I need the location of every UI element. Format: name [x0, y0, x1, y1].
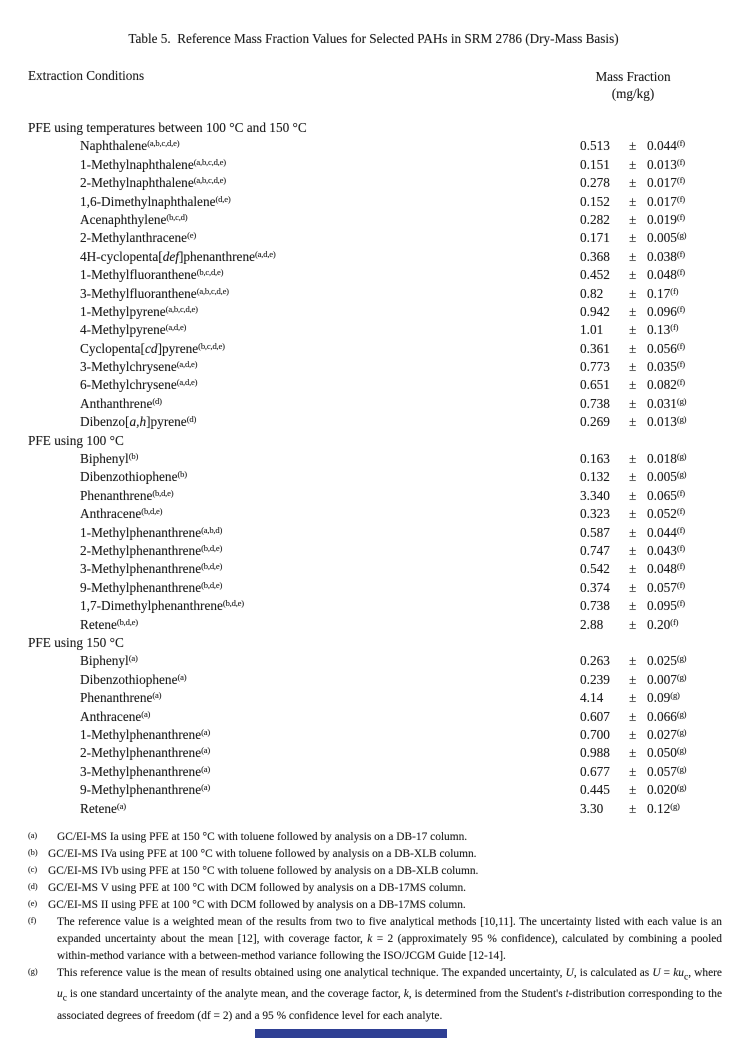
footnote-text: GC/EI-MS II using PFE at 100 °C with DCM followed by analysis on a DB-17MS column. — [48, 899, 466, 911]
footnote — [28, 880, 722, 897]
uncertainty-footnote-superscript: (f) — [676, 359, 685, 370]
plus-minus-sign: ± — [629, 285, 637, 301]
method-superscript: (b,d,e) — [116, 616, 138, 627]
mass-fraction-value: 0.677 — [580, 763, 610, 779]
mass-fraction-value: 0.151 — [580, 156, 610, 172]
table-row — [28, 800, 734, 818]
table-title: Table 5. Reference Mass Fraction Values for Selected PAHs in SRM 2786 (Dry-Mass Basis) — [128, 31, 619, 46]
plus-minus-sign: ± — [629, 469, 637, 485]
plus-minus-sign: ± — [629, 543, 637, 559]
compound-name: Phenanthrene$^{(b,d,e)}$ — [80, 487, 174, 503]
uncertainty-value: 0.057$^{(g)}$ — [647, 763, 687, 779]
uncertainty-value: 0.096$^{(f)}$ — [647, 303, 685, 319]
plus-minus-sign: ± — [629, 506, 637, 522]
mass-fraction-value: 0.773 — [580, 359, 610, 375]
plus-minus-sign: ± — [629, 671, 637, 687]
uncertainty-footnote-superscript: (f) — [676, 543, 685, 554]
table-row — [28, 468, 734, 486]
uncertainty-value: 0.20$^{(f)}$ — [647, 616, 679, 632]
uncertainty-footnote-superscript: (g) — [670, 800, 680, 811]
uncertainty-value: 0.017$^{(f)}$ — [647, 193, 685, 209]
mass-fraction-value: 0.738 — [580, 395, 610, 411]
compound-name: 4-Methylpyrene$^{(a,d,e)}$ — [80, 322, 187, 338]
uncertainty-value: 0.09$^{(g)}$ — [647, 690, 680, 706]
footnote-text: GC/EI-MS IVb using PFE at 150 °C with toluene followed by analysis on a DB-XLB column. — [48, 865, 479, 877]
method-superscript: (a) — [177, 671, 187, 682]
mass-fraction-header — [568, 68, 698, 102]
method-superscript: (b,d,e) — [201, 543, 223, 554]
table-row — [28, 487, 734, 505]
section-header: PFE using 150 °C — [28, 634, 124, 650]
compound-name: Anthracene$^{(b,d,e)}$ — [80, 506, 163, 522]
uncertainty-value: 0.007$^{(g)}$ — [647, 671, 687, 687]
uncertainty-footnote-superscript: (f) — [676, 248, 685, 259]
mass-fraction-value: 0.152 — [580, 193, 610, 209]
compound-name: Acenaphthylene$^{(b,c,d)}$ — [80, 211, 188, 227]
uncertainty-footnote-superscript: (g) — [676, 726, 687, 737]
footnote-label: (c) — [28, 865, 38, 874]
footnote-text: The reference value is a weighted mean of the results from two to five analytical methods [10,11]. The uncertainty listed with each value is an expanded uncertainty about the mean [12], with coverage factor, k = 2 (approximately 95 % confidence), calculated by combining a pooled within-method variance with a between-method variance following the ISO/JCGM Guide [12-14]. — [57, 916, 722, 962]
uncertainty-value: 0.020$^{(g)}$ — [647, 782, 687, 798]
method-superscript: (a,d,e) — [165, 322, 187, 333]
mass-fraction-value: 4.14 — [580, 690, 604, 706]
table-row — [28, 652, 734, 670]
compound-name: 9-Methylphenanthrene$^{(b,d,e)}$ — [80, 579, 223, 595]
extraction-conditions-header: Extraction Conditions — [28, 68, 145, 83]
compound-name: 1-Methylpyrene$^{(a,b,c,d,e)}$ — [80, 303, 198, 319]
mass-fraction-units: (mg/kg) — [611, 86, 655, 101]
plus-minus-sign: ± — [629, 248, 637, 264]
table-row — [28, 763, 734, 781]
table-row — [28, 505, 734, 523]
table-row — [28, 708, 734, 726]
method-superscript: (a,b,c,d,e) — [147, 138, 180, 149]
method-superscript: (b,c,d) — [166, 211, 188, 222]
compound-name: 2-Methylanthracene$^{(e)}$ — [80, 230, 197, 246]
mass-fraction-value: 0.368 — [580, 248, 610, 264]
uncertainty-value: 0.066$^{(g)}$ — [647, 708, 687, 724]
plus-minus-sign: ± — [629, 230, 637, 246]
uncertainty-value: 0.12$^{(g)}$ — [647, 800, 680, 816]
method-superscript: (a,b,c,d,e) — [165, 303, 198, 314]
plus-minus-sign: ± — [629, 156, 637, 172]
method-superscript: (a,b,d) — [201, 524, 223, 535]
uncertainty-footnote-superscript: (g) — [676, 414, 687, 425]
compound-name: Anthanthrene$^{(d)}$ — [80, 395, 162, 411]
table-row — [28, 137, 734, 155]
uncertainty-footnote-superscript: (f) — [676, 267, 685, 278]
mass-fraction-value: 3.30 — [580, 800, 604, 816]
compound-name: 1-Methylfluoranthene$^{(b,c,d,e)}$ — [80, 267, 224, 283]
method-superscript: (a) — [116, 800, 126, 811]
uncertainty-value: 0.013$^{(f)}$ — [647, 156, 685, 172]
uncertainty-footnote-superscript: (f) — [676, 524, 685, 535]
mass-fraction-value: 0.988 — [580, 745, 610, 761]
footnote-label: (g) — [28, 967, 38, 976]
footnote-label: (b) — [28, 848, 38, 857]
bottom-accent-bar — [255, 1029, 447, 1038]
uncertainty-footnote-superscript: (g) — [670, 690, 680, 701]
method-superscript: (b) — [177, 469, 187, 480]
method-superscript: (d,e) — [215, 193, 231, 204]
plus-minus-sign: ± — [629, 579, 637, 595]
table-row — [28, 266, 734, 284]
mass-fraction-value: 0.700 — [580, 726, 610, 742]
mass-fraction-value: 0.542 — [580, 561, 610, 577]
uncertainty-footnote-superscript: (f) — [670, 322, 679, 333]
uncertainty-value: 0.019$^{(f)}$ — [647, 211, 685, 227]
plus-minus-sign: ± — [629, 322, 637, 338]
compound-name: Cyclopenta[cd]pyrene$^{(b,c,d,e)}$ — [80, 340, 225, 356]
table-row — [28, 321, 734, 339]
uncertainty-footnote-superscript: (f) — [676, 598, 685, 609]
mass-fraction-value: 0.171 — [580, 230, 610, 246]
mass-fraction-value: 0.282 — [580, 211, 610, 227]
uncertainty-footnote-superscript: (f) — [676, 561, 685, 572]
uncertainty-footnote-superscript: (g) — [676, 782, 687, 793]
table-row — [28, 285, 734, 303]
table-row — [28, 744, 734, 762]
compound-name: 4H-cyclopenta[def]phenanthrene$^{(a,d,e)}$ — [80, 248, 276, 264]
mass-fraction-value: 2.88 — [580, 616, 604, 632]
uncertainty-value: 0.017$^{(f)}$ — [647, 175, 685, 191]
uncertainty-value: 0.044$^{(f)}$ — [647, 524, 685, 540]
plus-minus-sign: ± — [629, 175, 637, 191]
compound-name: 2-Methylnaphthalene$^{(a,b,c,d,e)}$ — [80, 175, 226, 191]
compound-name: Dibenzo[a,h]pyrene$^{(d)}$ — [80, 414, 197, 430]
uncertainty-value: 0.13$^{(f)}$ — [647, 322, 679, 338]
plus-minus-sign: ± — [629, 524, 637, 540]
method-superscript: (b,c,d,e) — [196, 267, 224, 278]
table-row — [28, 450, 734, 468]
uncertainty-value: 0.013$^{(g)}$ — [647, 414, 687, 430]
plus-minus-sign: ± — [629, 598, 637, 614]
mass-fraction-value: 0.452 — [580, 267, 610, 283]
uncertainty-footnote-superscript: (f) — [676, 340, 685, 351]
plus-minus-sign: ± — [629, 800, 637, 816]
compound-name: 3-Methylphenanthrene$^{(b,d,e)}$ — [80, 561, 223, 577]
mass-fraction-value: 0.445 — [580, 782, 610, 798]
uncertainty-value: 0.048$^{(f)}$ — [647, 267, 685, 283]
uncertainty-footnote-superscript: (f) — [676, 193, 685, 204]
table-row — [28, 726, 734, 744]
plus-minus-sign: ± — [629, 653, 637, 669]
uncertainty-footnote-superscript: (f) — [676, 138, 685, 149]
compound-name: 1-Methylphenanthrene$^{(a,b,d)}$ — [80, 524, 223, 540]
mass-fraction-value: 3.340 — [580, 487, 610, 503]
method-superscript: (a) — [152, 690, 162, 701]
plus-minus-sign: ± — [629, 745, 637, 761]
plus-minus-sign: ± — [629, 561, 637, 577]
uncertainty-value: 0.005$^{(g)}$ — [647, 230, 687, 246]
table-row — [28, 156, 734, 174]
plus-minus-sign: ± — [629, 138, 637, 154]
uncertainty-footnote-superscript: (f) — [670, 616, 679, 627]
uncertainty-footnote-superscript: (g) — [676, 451, 687, 462]
compound-name: 1-Methylphenanthrene$^{(a)}$ — [80, 726, 211, 742]
footnote — [28, 846, 722, 863]
footnote-text: This reference value is the mean of results obtained using one analytical technique. The expanded uncertainty, U, is calculated as $U = ku_c$, where $u_c$ is one standard uncertainty of the analyte mean, and the coverage factor, k, is determined from the Student's t-distribution corresponding to the associated degrees of freedom (df = 2) and a 95 % confidence level for each analyte. — [57, 967, 722, 1022]
uncertainty-value: 0.031$^{(g)}$ — [647, 395, 687, 411]
compound-name: 2-Methylphenanthrene$^{(b,d,e)}$ — [80, 543, 223, 559]
method-superscript: (d) — [152, 395, 162, 406]
compound-name: 3-Methylchrysene$^{(a,d,e)}$ — [80, 359, 198, 375]
compound-name: Retene$^{(a)}$ — [80, 800, 126, 816]
footnote-text: GC/EI-MS Ia using PFE at 150 °C with toluene followed by analysis on a DB-17 column. — [57, 831, 468, 843]
plus-minus-sign: ± — [629, 267, 637, 283]
compound-name: Biphenyl$^{(b)}$ — [80, 451, 139, 467]
footnote-text: GC/EI-MS IVa using PFE at 100 °C with toluene followed by analysis on a DB-XLB column. — [48, 848, 477, 860]
uncertainty-value: 0.025$^{(g)}$ — [647, 653, 687, 669]
table-row — [28, 174, 734, 192]
uncertainty-footnote-superscript: (g) — [676, 653, 687, 664]
method-superscript: (a) — [141, 708, 151, 719]
table-row — [28, 560, 734, 578]
section-header: PFE using 100 °C — [28, 432, 124, 448]
compound-name: Phenanthrene$^{(a)}$ — [80, 690, 162, 706]
table-row — [28, 579, 734, 597]
uncertainty-value: 0.043$^{(f)}$ — [647, 543, 685, 559]
plus-minus-sign: ± — [629, 359, 637, 375]
table-row — [28, 671, 734, 689]
plus-minus-sign: ± — [629, 303, 637, 319]
uncertainty-value: 0.095$^{(f)}$ — [647, 598, 685, 614]
uncertainty-value: 0.044$^{(f)}$ — [647, 138, 685, 154]
mass-fraction-value: 0.361 — [580, 340, 610, 356]
mass-fraction-value: 0.263 — [580, 653, 610, 669]
mass-fraction-value: 0.163 — [580, 451, 610, 467]
footnote — [28, 965, 722, 1025]
table-row — [28, 248, 734, 266]
method-superscript: (a) — [201, 782, 211, 793]
plus-minus-sign: ± — [629, 782, 637, 798]
uncertainty-value: 0.082$^{(f)}$ — [647, 377, 685, 393]
mass-fraction-value: 0.323 — [580, 506, 610, 522]
table-row — [28, 340, 734, 358]
mass-fraction-value: 0.651 — [580, 377, 610, 393]
plus-minus-sign: ± — [629, 690, 637, 706]
mass-fraction-value: 0.269 — [580, 414, 610, 430]
uncertainty-value: 0.057$^{(f)}$ — [647, 579, 685, 595]
method-superscript: (b,d,e) — [222, 598, 244, 609]
plus-minus-sign: ± — [629, 708, 637, 724]
method-superscript: (a) — [128, 653, 138, 664]
uncertainty-footnote-superscript: (f) — [676, 506, 685, 517]
mass-fraction-value: 0.513 — [580, 138, 610, 154]
footnote — [28, 914, 722, 965]
footnote-label: (d) — [28, 882, 38, 891]
method-superscript: (b,d,e) — [141, 506, 163, 517]
method-superscript: (b,c,d,e) — [198, 340, 225, 351]
uncertainty-footnote-superscript: (f) — [676, 303, 685, 314]
footnote-label: (a) — [28, 831, 38, 840]
method-superscript: (d) — [186, 414, 197, 425]
method-superscript: (a,b,c,d,e) — [193, 156, 226, 167]
table-row — [28, 524, 734, 542]
method-superscript: (b,d,e) — [201, 561, 223, 572]
plus-minus-sign: ± — [629, 193, 637, 209]
uncertainty-value: 0.038$^{(f)}$ — [647, 248, 685, 264]
uncertainty-footnote-superscript: (f) — [676, 175, 685, 186]
table-row — [28, 229, 734, 247]
uncertainty-value: 0.005$^{(g)}$ — [647, 469, 687, 485]
mass-fraction-value: 0.82 — [580, 285, 604, 301]
mass-fraction-value: 0.738 — [580, 598, 610, 614]
uncertainty-footnote-superscript: (f) — [670, 285, 679, 296]
mass-fraction-value: 0.278 — [580, 175, 610, 191]
mass-fraction-value: 0.607 — [580, 708, 610, 724]
footnote — [28, 863, 722, 880]
uncertainty-footnote-superscript: (g) — [676, 745, 687, 756]
method-superscript: (b) — [128, 451, 139, 462]
uncertainty-footnote-superscript: (g) — [676, 230, 687, 241]
pah-table — [28, 119, 734, 818]
uncertainty-value: 0.065$^{(f)}$ — [647, 487, 685, 503]
uncertainty-value: 0.056$^{(f)}$ — [647, 340, 685, 356]
method-superscript: (a,d,e) — [176, 359, 198, 370]
mass-fraction-value: 0.374 — [580, 579, 610, 595]
compound-name: 2-Methylphenanthrene$^{(a)}$ — [80, 745, 211, 761]
method-superscript: (b,d,e) — [152, 487, 174, 498]
mass-fraction-value: 0.942 — [580, 303, 610, 319]
uncertainty-footnote-superscript: (f) — [676, 487, 685, 498]
plus-minus-sign: ± — [629, 414, 637, 430]
uncertainty-value: 0.048$^{(f)}$ — [647, 561, 685, 577]
uncertainty-value: 0.035$^{(f)}$ — [647, 359, 685, 375]
plus-minus-sign: ± — [629, 451, 637, 467]
compound-name: 3-Methylfluoranthene$^{(a,b,c,d,e)}$ — [80, 285, 229, 301]
plus-minus-sign: ± — [629, 340, 637, 356]
footnote-text: GC/EI-MS V using PFE at 100 °C with DCM followed by analysis on a DB-17MS column. — [48, 882, 467, 894]
table-row — [28, 542, 734, 560]
compound-name: Anthracene$^{(a)}$ — [80, 708, 151, 724]
compound-name: Biphenyl$^{(a)}$ — [80, 653, 138, 669]
method-superscript: (a) — [201, 726, 211, 737]
plus-minus-sign: ± — [629, 211, 637, 227]
plus-minus-sign: ± — [629, 616, 637, 632]
footnote — [28, 897, 722, 914]
uncertainty-footnote-superscript: (g) — [676, 708, 687, 719]
uncertainty-value: 0.027$^{(g)}$ — [647, 726, 687, 742]
table-row — [28, 211, 734, 229]
uncertainty-footnote-superscript: (g) — [676, 395, 687, 406]
mass-fraction-value: 0.239 — [580, 671, 610, 687]
footnote-label: (e) — [28, 899, 38, 908]
table-row — [28, 303, 734, 321]
table-row — [28, 413, 734, 431]
table-row — [28, 689, 734, 707]
plus-minus-sign: ± — [629, 763, 637, 779]
compound-name: 1,6-Dimethylnaphthalene$^{(d,e)}$ — [80, 193, 231, 209]
method-superscript: (e) — [187, 230, 197, 241]
plus-minus-sign: ± — [629, 487, 637, 503]
compound-name: 9-Methylphenanthrene$^{(a)}$ — [80, 782, 211, 798]
method-superscript: (a,b,c,d,e) — [196, 285, 229, 296]
plus-minus-sign: ± — [629, 377, 637, 393]
table-row — [28, 597, 734, 615]
method-superscript: (a) — [201, 745, 211, 756]
compound-name: 1,7-Dimethylphenanthrene$^{(b,d,e)}$ — [80, 598, 244, 614]
uncertainty-footnote-superscript: (f) — [676, 211, 685, 222]
uncertainty-footnote-superscript: (g) — [676, 671, 687, 682]
method-superscript: (b,d,e) — [201, 579, 223, 590]
table-row — [28, 358, 734, 376]
mass-fraction-header-label: Mass Fraction — [595, 69, 671, 84]
compound-name: Retene$^{(b,d,e)}$ — [80, 616, 138, 632]
table-row — [28, 616, 734, 634]
uncertainty-footnote-superscript: (g) — [676, 469, 687, 480]
method-superscript: (a,d,e) — [255, 248, 276, 259]
uncertainty-value: 0.050$^{(g)}$ — [647, 745, 687, 761]
uncertainty-value: 0.17$^{(f)}$ — [647, 285, 679, 301]
uncertainty-footnote-superscript: (f) — [676, 579, 685, 590]
uncertainty-value: 0.018$^{(g)}$ — [647, 451, 687, 467]
section-header: PFE using temperatures between 100 °C and 150 °C — [28, 120, 307, 135]
footnote — [28, 829, 722, 846]
compound-name: 1-Methylnaphthalene$^{(a,b,c,d,e)}$ — [80, 156, 226, 172]
compound-name: Dibenzothiophene$^{(a)}$ — [80, 671, 187, 687]
uncertainty-footnote-superscript: (f) — [676, 156, 685, 167]
compound-name: 3-Methylphenanthrene$^{(a)}$ — [80, 763, 211, 779]
method-superscript: (a,d,e) — [176, 377, 198, 388]
uncertainty-footnote-superscript: (g) — [676, 763, 687, 774]
plus-minus-sign: ± — [629, 395, 637, 411]
footnote-label: (f) — [28, 916, 37, 925]
compound-name: 6-Methylchrysene$^{(a,d,e)}$ — [80, 377, 198, 393]
method-superscript: (a) — [201, 763, 211, 774]
table-row — [28, 376, 734, 394]
table-row — [28, 395, 734, 413]
plus-minus-sign: ± — [629, 726, 637, 742]
table-row — [28, 193, 734, 211]
compound-name: Naphthalene$^{(a,b,c,d,e)}$ — [80, 138, 180, 154]
footnotes-section — [28, 829, 722, 1025]
mass-fraction-value: 0.747 — [580, 543, 610, 559]
uncertainty-footnote-superscript: (f) — [676, 377, 685, 388]
mass-fraction-value: 0.587 — [580, 524, 610, 540]
mass-fraction-value: 0.132 — [580, 469, 610, 485]
table-row — [28, 781, 734, 799]
compound-name: Dibenzothiophene$^{(b)}$ — [80, 469, 187, 485]
method-superscript: (a,b,c,d,e) — [193, 175, 226, 186]
uncertainty-value: 0.052$^{(f)}$ — [647, 506, 685, 522]
mass-fraction-value: 1.01 — [580, 322, 604, 338]
